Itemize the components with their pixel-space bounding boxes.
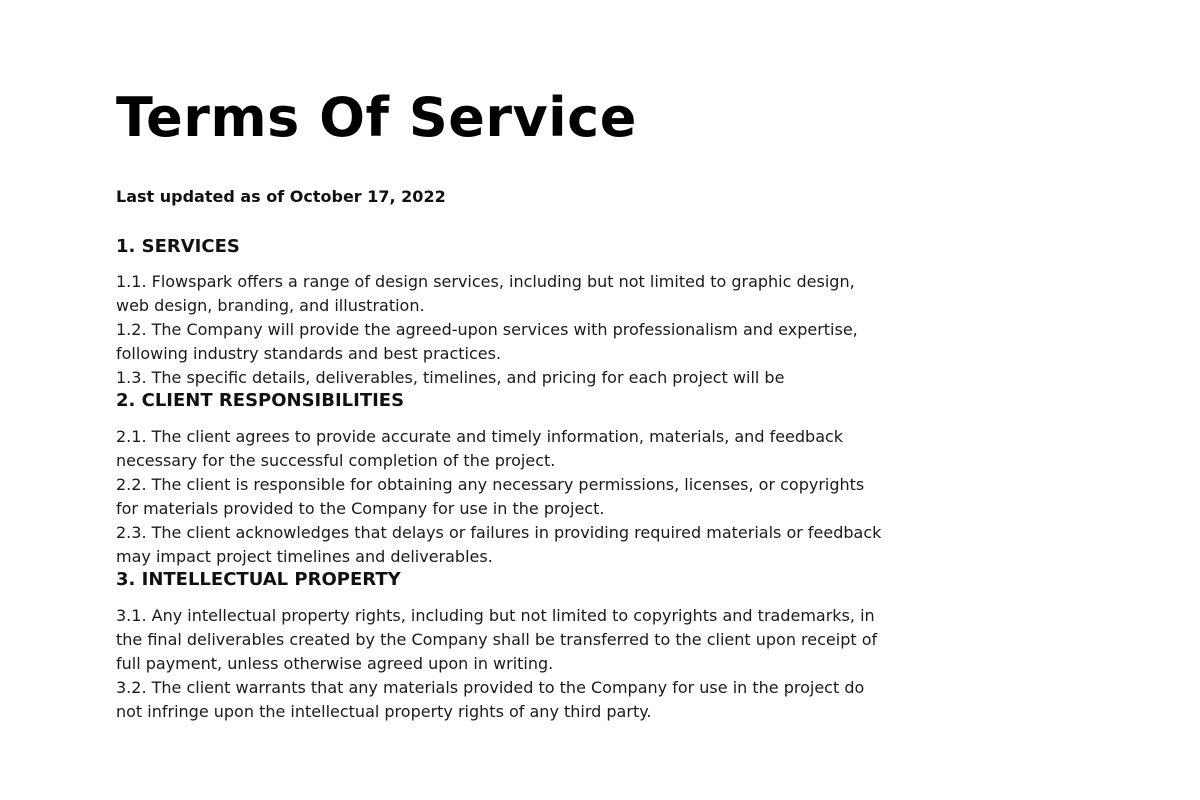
clause-2-1: 2.1. The client agrees to provide accurate and timely information, materials, and feedback necessary for the successful completion of the project. <box>116 426 844 470</box>
clause-2-3: 2.3. The client acknowledges that delays or failures in providing required materials or feedback may impact project timelines and deliverables. <box>116 522 882 566</box>
clause-3-2: 3.2. The client warrants that any materials provided to the Company for use in the project do not infringe upon the intellectual property rights of any third party. <box>116 677 865 721</box>
section-client-responsibilities <box>116 390 884 569</box>
section-services <box>116 236 884 391</box>
section-intellectual-property <box>116 569 884 724</box>
clause-1-1: 1.1. Flowspark offers a range of design services, including but not limited to graphic design, web design, branding, and illustration. <box>116 272 855 316</box>
section-heading-services: 1. SERVICES <box>116 235 240 257</box>
clause-1-3: 1.3. The specific details, deliverables, timelines, and pricing for each project will be <box>116 368 785 388</box>
clause-1-2: 1.2. The Company will provide the agreed-upon services with professionalism and expertise, following industry standards and best practices. <box>116 320 858 364</box>
section-heading-client-responsibilities: 2. CLIENT RESPONSIBILITIES <box>116 390 405 412</box>
clause-2-2: 2.2. The client is responsible for obtaining any necessary permissions, licenses, or copyrights for materials provided to the Company for use in the project. <box>116 474 865 518</box>
clause-3-1: 3.1. Any intellectual property rights, including but not limited to copyrights and trademarks, in the final deliverables created by the Company shall be transferred to the client upon receipt of full payment, unless otherwise agreed upon in writing. <box>116 605 878 673</box>
last-updated-line: Last updated as of October 17, 2022 <box>116 186 446 206</box>
section-heading-intellectual-property: 3. INTELLECTUAL PROPERTY <box>116 568 401 590</box>
page-title: Terms Of Service <box>116 86 637 149</box>
